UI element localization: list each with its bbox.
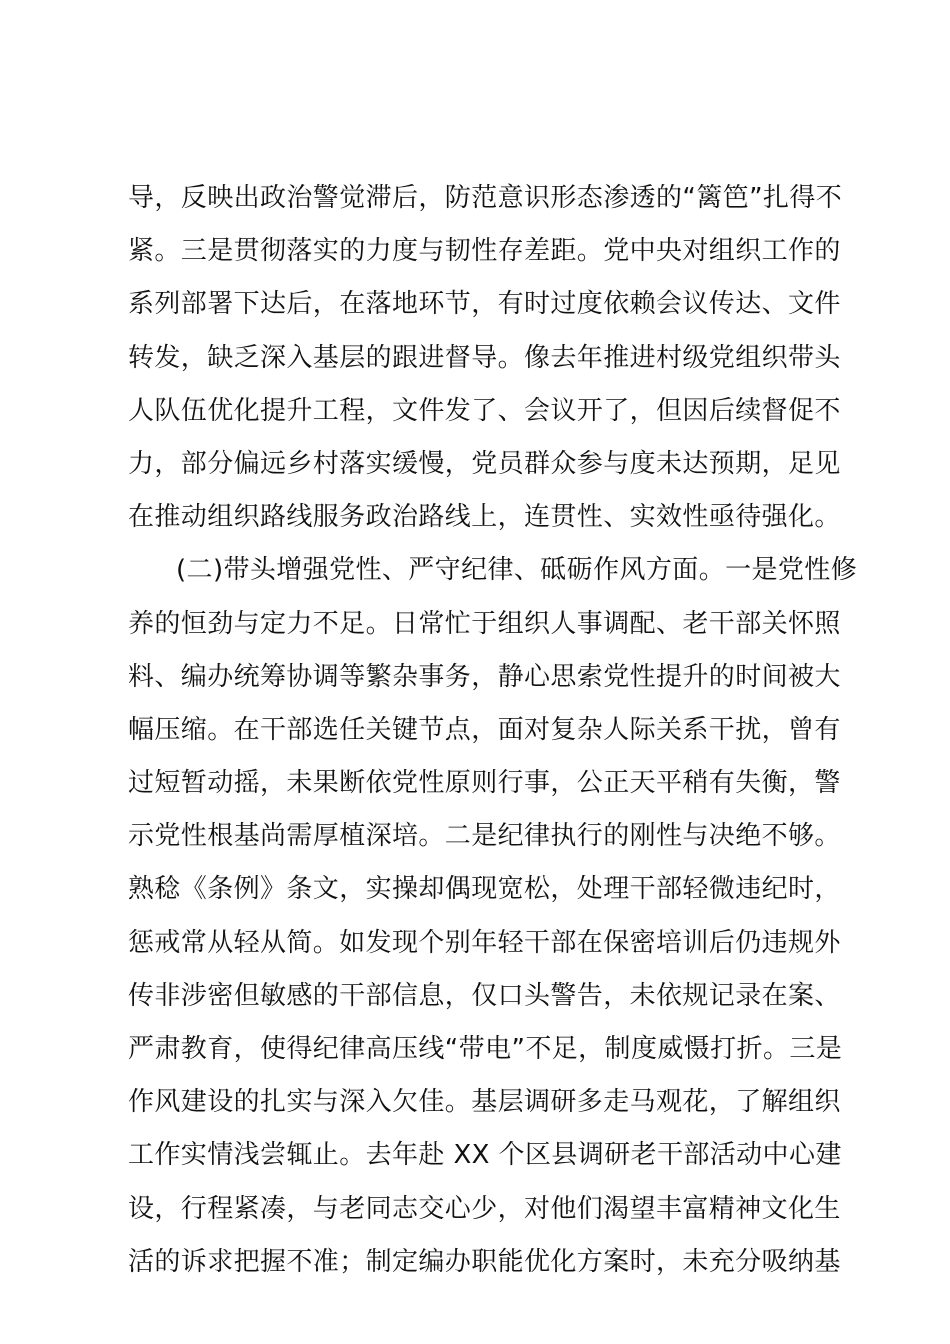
text-line: 设，行程紧凑，与老同志交心少，对他们渴望丰富精神文化生 (128, 1193, 841, 1224)
body-text (128, 172, 858, 1289)
text-line: 养的恒劲与定力不足。日常忙于组织人事调配、老干部关怀照 (128, 608, 841, 639)
text-line: 传非涉密但敏感的干部信息，仅口头警告，未依规记录在案、 (128, 980, 841, 1011)
text-line: 作风建设的扎实与深入欠佳。基层调研多走马观花，了解组织 (128, 1087, 841, 1118)
text-line: 转发，缺乏深入基层的跟进督导。像去年推进村级党组织带头 (128, 342, 841, 373)
text-line: 系列部署下达后，在落地环节，有时过度依赖会议传达、文件 (128, 289, 841, 320)
text-line: 料、编办统筹协调等繁杂事务，静心思索党性提升的时间被大 (128, 661, 841, 692)
text-line: 过短暂动摇，未果断依党性原则行事，公正天平稍有失衡，警 (128, 768, 841, 799)
text-line: 熟稔《条例》条文，实操却偶现宽松，处理干部轻微违纪时， (128, 874, 841, 905)
section-heading-line: (二)带头增强党性、严守纪律、砥砺作风方面。一是党性修 (176, 555, 858, 586)
text-line: 导，反映出政治警觉滞后，防范意识形态渗透的“篱笆”扎得不 (128, 183, 843, 213)
text-line: 人队伍优化提升工程，文件发了、会议开了，但因后续督促不 (128, 395, 841, 426)
text-line: 力，部分偏远乡村落实缓慢，党员群众参与度未达预期，足见 (128, 448, 841, 479)
text-line: 示党性根基尚需厚植深培。二是纪律执行的刚性与决绝不够。 (128, 821, 841, 852)
text-line: 严肃教育，使得纪律高压线“带电”不足，制度威慑打折。三是 (128, 1034, 843, 1064)
text-line: 紧。三是贯彻落实的力度与韧性存差距。党中央对组织工作的 (128, 236, 841, 267)
text-line: 惩戒常从轻从简。如发现个别年轻干部在保密培训后仍违规外 (128, 927, 841, 958)
text-line: 活的诉求把握不准；制定编办职能优化方案时，未充分吸纳基 (128, 1246, 841, 1277)
text-line: 工作实情浅尝辄止。去年赴 XX 个区县调研老干部活动中心建 (128, 1140, 842, 1171)
text-line: 在推动组织路线服务政治路线上，连贯性、实效性亟待强化。 (128, 502, 841, 533)
text-line: 幅压缩。在干部选任关键节点，面对复杂人际关系干扰，曾有 (128, 714, 841, 745)
